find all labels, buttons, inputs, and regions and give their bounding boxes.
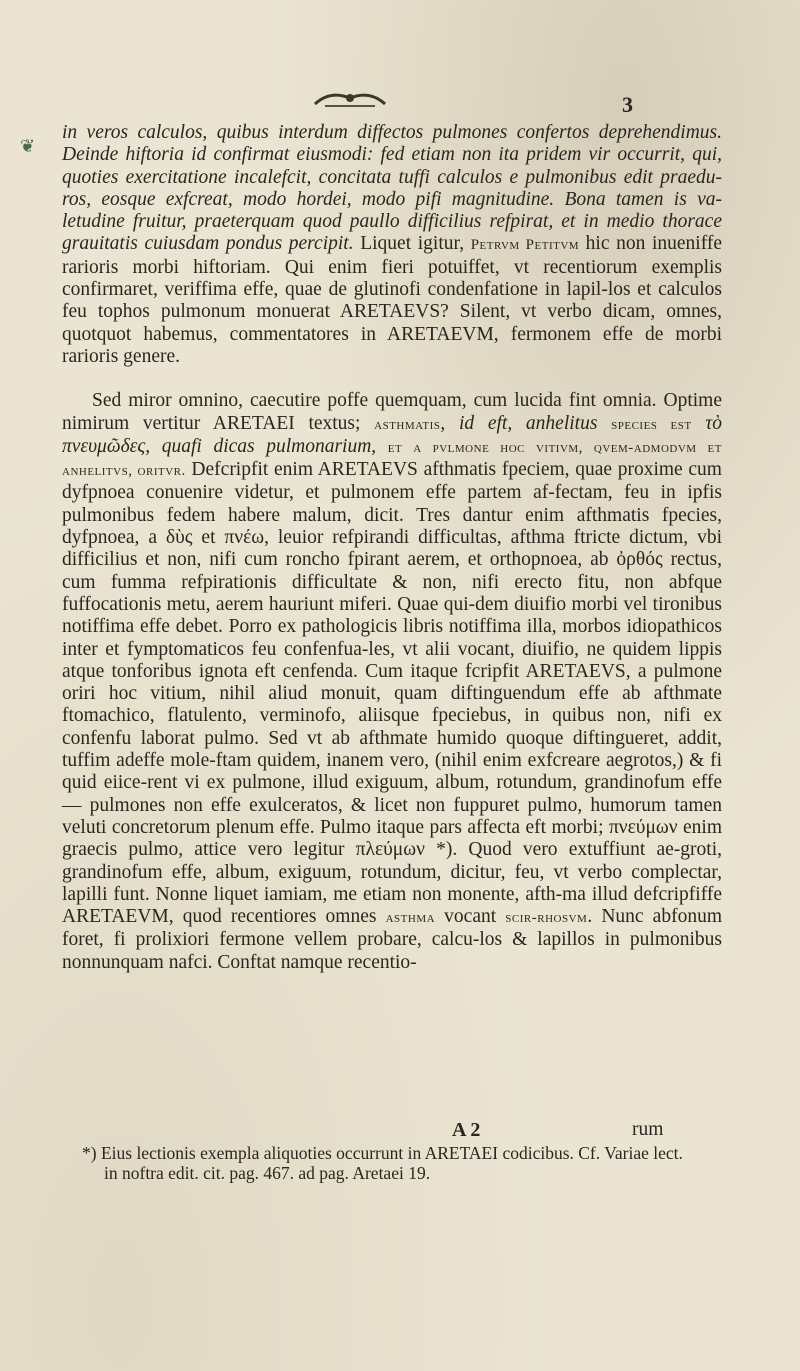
catchword: rum	[632, 1119, 664, 1140]
signature-mark: A 2	[452, 1119, 481, 1141]
text-run: Sed miror omnino, caecutire poffe quemquam, cum lucida fint omnia. Optime nimirum vertitur ARETAEI textus;	[62, 390, 722, 434]
text-run: Petrvm Petitvm	[470, 237, 580, 254]
footnote-line: in noftra edit. cit. pag. 467. ad pag. Aretaei 19.	[104, 1163, 431, 1183]
text-run: et a pvlmone hoc vitivm, qvem-admodvm et anhelitvs, oritvr.	[62, 439, 722, 480]
text-run: vocant	[435, 906, 506, 928]
margin-mark-icon: ❦	[20, 136, 36, 157]
paragraph-1	[62, 122, 722, 368]
text-run: species est	[611, 416, 692, 433]
footnote	[82, 1143, 732, 1183]
text-run: Bona tamen is va-letudine fruitur, praeterquam quod paullo difficilius refpirat, et in medio thorace grauitatis cuiusdam pondus percipit.	[62, 188, 722, 255]
text-run: in veros calculos, quibus interdum diffectos pulmones confertos deprehendimus. Deinde hiftoria id confirmat eiusmodi: fed etiam non ita pridem vir occurrit, qui, quoties exercitatione incalefcit, concitata tuffi calculos e pulmonibus edit praedu-ros, eosque exfcreat, modo hordei, modo pifi magnitudine.	[62, 122, 722, 210]
text-run: , id eft, anhelitus	[440, 412, 612, 434]
text-run: scir-rhosvm	[505, 910, 588, 927]
text-run: . Nunc abfonum foret, fi prolixiori fermone vellem probare, calcu-los & lapillos in pulmonibus nonnunquam nafci. Conftat namque recentio-	[62, 906, 722, 973]
text-run: Defcripfit enim ARETAEVS afthmatis fpeciem, quae proxime cum dyfpnoea conuenire videtur, et pulmonem effe partem af-fectam, feu in ipfis pulmonibus fedem habere malum, dicit. Tres dantur enim afthmatis fpecies, dyfpnoea, a δὺς et πνέω, leuior refpirandi difficultas, afthma ftricte dictum, vbi difficilius et non, nifi cum roncho fpirant aerem, et orthopnoea, ab ὀρθός rectus, cum fumma refpirationis difficultate & non, nifi erecto fitu, non abfque fuffocationis metu, aerem hauriunt miferi. Quae qui-dem diuifio morbi vel tironibus notiffima effe debet. Porro ex pathologicis libris notiffima illa, morbos idiopathicos inter et fymptomaticos feu confenfua-les, vt alii vocant, diuifio, ne quidem lippis atque tonforibus ignota eft cenfenda. Cum itaque fcripfit ARETAEVS, a pulmone oriri hoc vitium, nihil aliud monuit, quam diftinguendum effe ab afthmate ftomachico, flatulento, verminofo, aliisque fpeciebus, in quibus non, nifi ex confenfu laborat pulmo. Sed vt ab afthmate humido quoque diftingueret, addit, tuffim adeffe mole-ftam quidem, inanem vero, (nihil enim exfcreare aegrotos,) & fi quid eiice-rent vi ex pulmone, illud exiguum, album, rotundum, grandinofum effe — pulmones non effe exulceratos, & licet non fuppuret pulmo, humorum tamen veluti concretorum plenum effe. Pulmo itaque pars affecta eft morbi; πνεύμων enim graecis pulmo, attice vero legitur πλεύμων *). Quod vero extuffiunt ae-groti, grandinofum effe, album, exiguum, rotundum, dicitur, feu, vt verbo complectar, lapilli funt. Nonne liquet iamiam, me etiam non monente, afth-ma illud defcripfiffe ARETAEVM, quod recentiores omnes	[62, 459, 722, 928]
footnote-line: *) Eius lectionis exempla aliquoties occurrunt in ARETAEI codicibus. Cf. Variae lect.	[82, 1143, 683, 1163]
headpiece-ornament-icon	[305, 86, 395, 112]
text-run: asthmatis	[374, 416, 441, 433]
page-number: 3	[622, 92, 633, 117]
text-run: Liquet igitur,	[353, 233, 471, 255]
text-run: hic non inueniffe rarioris morbi hiftoriam. Qui enim fieri potuiffet, vt recentiorum exemplis confirmaret, veriffima effe, quae de glutinofi condenfatione in lapil-los et calculos feu tophos pulmonum monuerat ARETAEVS? Silent, vt verbo dicam, omnes, quotquot habemus, commentatores in ARETAEVM, fermonem effe de morbi rarioris genere.	[62, 233, 723, 367]
body-text	[62, 122, 722, 974]
text-run: asthma	[385, 910, 436, 927]
paragraph-2	[62, 390, 722, 974]
text-run: τὸ πνευμῶδες, quafi dicas pulmonarium,	[62, 412, 722, 457]
